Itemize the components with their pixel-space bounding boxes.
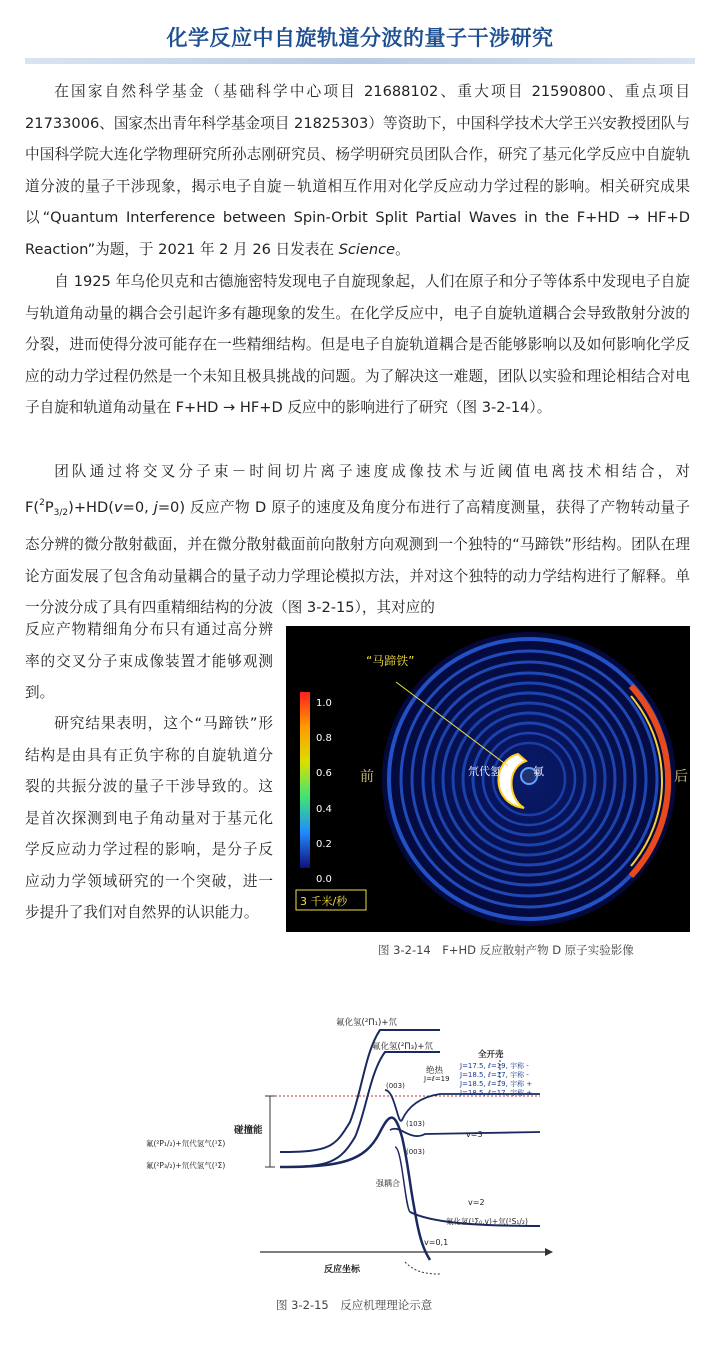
curve-label-2: 氟化氢(²Π₃)+氘 (372, 1042, 433, 1052)
horseshoe-label: “马蹄铁” (366, 654, 415, 668)
colorbar-tick: 0.0 (316, 874, 332, 886)
v01-label: v=0,1 (424, 1238, 449, 1247)
p3-e: =0) 反应产物 D 原子的速度及角度分布进行了高精度测量，获得了产物转动量子态分辨的微分散射截面，并在微分散射截面前向散射方向观测到一个独特的“马蹄铁”形结构。团队在理论方面发展了包含角动量耦合的量子动力学理论模拟方法，并对这个独特的动力学结构进行了解释。单一分波分成了具有四重精细结构的分波（图 3-2-15），其对应的 (25, 498, 690, 616)
product-label: 氟化氢(¹Σ₀,v)+氘(²S₁/₂) (446, 1217, 528, 1226)
journal-name: Science (338, 240, 396, 258)
hd-label: 氘代氢气 (468, 765, 512, 778)
x-axis-arrow (545, 1248, 553, 1256)
p3-v: v (113, 498, 123, 516)
state-003-bottom: (003) (406, 1148, 425, 1156)
p3-d: =0, (122, 498, 154, 516)
f-label: 氟 (533, 765, 544, 778)
title-divider (25, 58, 695, 64)
legend (460, 1062, 532, 1098)
state-003-top: (003) (386, 1082, 405, 1090)
legend-item: J=18.5, ℓ=17, 宇称 + (460, 1089, 533, 1097)
paragraph-4: 研究结果表明，这个“马蹄铁”形结构是由具有正负宇称的自旋轨道分裂的共振分波的量子干涉导致的。这是首次探测到电子角动量对于基元化学反应动力学过程的影响，是分子反应动力学领域研究的一个突破，进一步提升了我们对自然界的认识能力。 (25, 715, 273, 921)
p3-c: )+HD( (68, 498, 114, 516)
experiment-image-svg (286, 626, 690, 932)
colorbar-tick: 1.0 (316, 698, 332, 709)
reactant-label-1: 氟(²P₁/₂)+氘代氢气(¹Σ) (146, 1139, 226, 1148)
colorbar-tick: 0.8 (316, 733, 332, 745)
strong-coupling-label: 强耦合 (376, 1179, 400, 1188)
scale-bar-label: 3 千米/秒 (300, 895, 348, 908)
figure-2-caption: 图 3-2-15 反应机理理论示意 (276, 1298, 433, 1312)
p3-b: P (44, 498, 54, 516)
paragraph-3 (25, 456, 690, 624)
colorbar (300, 692, 310, 868)
curve-label-1: 氟化氢(²Π₁)+氘 (336, 1018, 397, 1028)
v3-label: v=3 (466, 1130, 483, 1139)
p3-sub: 3/2 (53, 507, 69, 518)
j-label: J=ℓ=19 (424, 1075, 450, 1083)
colorbar-ticks (316, 686, 332, 897)
colorbar-tick: 0.6 (316, 768, 332, 780)
vibration-curve-b (390, 1129, 540, 1136)
experiment-image (286, 626, 690, 932)
front-label: 前 (360, 769, 374, 785)
paragraph-2: 自 1925 年乌伦贝克和古德施密特发现电子自旋现象起，人们在原子和分子等体系中发现电子自旋与轨道角动量的耦合会引起许多有趣现象的发生。在化学反应中，电子自旋轨道耦合会导致散射分波的分裂，进而使得分波可能存在一些精细结构。但是电子自旋轨道耦合是否能够影响以及如何影响化学反应的动力学过程仍然是一个未知且极具挑战的问题。为了解决这一难题，团队以实验和理论相结合对电子自旋和轨道角动量在 F+HD → HF+D 反应中的影响进行了研究（图 3-2-14）。 (25, 273, 690, 416)
state-103: (103) (406, 1120, 425, 1128)
p3-sup: 2 (39, 497, 45, 508)
legend-item: J=17.5, ℓ=19, 宇称 - (460, 1062, 529, 1070)
p3-a: 团队通过将交叉分子束－时间切片离子速度成像技术与近阈值电离技术相结合，对 F( (25, 463, 690, 516)
open-shell-label: 全开壳 (478, 1050, 504, 1060)
legend-item: J=18.5, ℓ=17, 宇称 - (460, 1071, 529, 1079)
v2-label: v=2 (468, 1198, 485, 1207)
colorbar-tick: 0.4 (316, 803, 332, 815)
reactant-label-2: 氟(²P₃/₂)+氘代氢气(¹Σ) (146, 1161, 226, 1170)
legend-item: J=18.5, ℓ=19, 宇称 + (460, 1080, 533, 1088)
colorbar-tick: 0.2 (316, 838, 332, 850)
paragraph-3-tail: 反应产物精细角分布只有通过高分辨率的交叉分子束成像装置才能够观测到。 (25, 621, 273, 701)
p3-j: j (153, 498, 158, 516)
back-label: 后 (674, 769, 688, 785)
adiabatic-label: 绝热 (426, 1066, 444, 1076)
collision-energy-label: 碰撞能 (234, 1125, 263, 1136)
mechanism-diagram (140, 1012, 560, 1282)
v01-curve (405, 1262, 440, 1274)
paragraph-1 (25, 76, 690, 265)
ground-curve (280, 1118, 430, 1260)
paragraph-1-text: 在国家自然科学基金（基础科学中心项目 21688102、重大项目 21590800、重点项目 21733006、国家杰出青年科学基金项目 21825303）等资助下，中国科学技术大学王兴安教授团队与中国科学院大连化学物理研究所孙志刚研究员、杨学明研究员团队合作，研究了基元化学反应中自旋轨道分波的量子干涉现象，揭示电子自旋－轨道相互作用对化学反应动力学过程的影响。相关研究成果以“Quantum Interference between Spin-Orbit Split Partial Waves in the F+HD → HF+D Reaction”为题，于 2021 年 2 月 26 日发表在 (25, 83, 690, 258)
paragraph-1-end: 。 (395, 240, 410, 258)
figure-1-caption: 图 3-2-14 F+HD 反应散射产物 D 原子实验影像 (378, 943, 634, 957)
x-axis-label: 反应坐标 (324, 1265, 361, 1275)
page-title: 化学反应中自旋轨道分波的量子干涉研究 (166, 26, 554, 50)
